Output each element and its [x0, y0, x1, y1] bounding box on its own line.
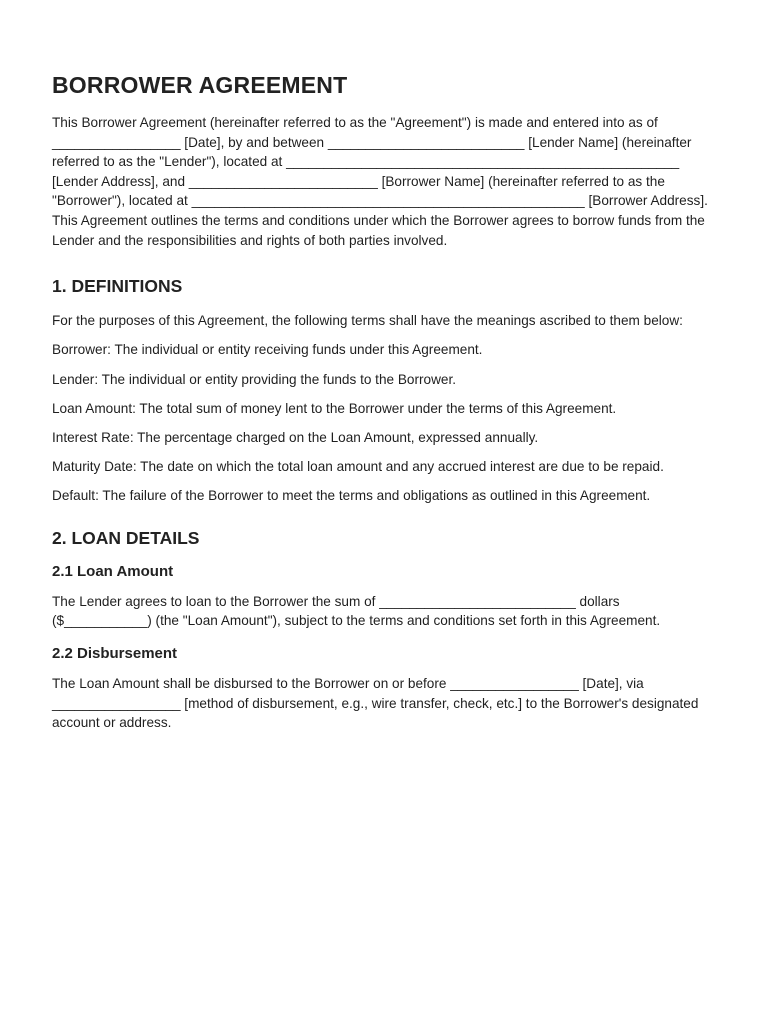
disbursement-paragraph: The Loan Amount shall be disbursed to the Borrower on or before _________________ [Date], via _________________ [method of disbursement, e.g., wire transfer, check, etc.] to the Borrower's designated account or address.	[52, 676, 699, 731]
definition-maturity-date: Maturity Date: The date on which the total loan amount and any accrued interest are due to be repaid.	[52, 459, 664, 475]
loan-amount-paragraph: The Lender agrees to loan to the Borrower the sum of __________________________ dollars ($___________) (the "Loan Amount"), subject to the terms and conditions set forth in this Agreement.	[52, 593, 661, 629]
definition-lender: Lender: The individual or entity providing the funds to the Borrower.	[52, 371, 457, 387]
section-heading-definitions: 1. DEFINITIONS	[52, 276, 183, 297]
section-loan-details	[52, 528, 712, 733]
definitions-preamble: For the purposes of this Agreement, the following terms shall have the meanings ascribed to them below:	[52, 313, 683, 329]
section-heading-loan-details: 2. LOAN DETAILS	[52, 527, 200, 548]
subsection-heading-loan-amount: 2.1 Loan Amount	[52, 562, 174, 580]
subsection-heading-disbursement: 2.2 Disbursement	[52, 645, 178, 663]
intro-paragraph: This Borrower Agreement (hereinafter referred to as the "Agreement") is made and entered into as of _________________ [Date], by and between __________________________ [Lender Name] (hereinafter referred to as the "Lender"), located at ____________________________________________________ [Lender Address], and _________________________ [Borrower Name] (hereinafter referred to as the "Borrower"), located at ____________________________________________________ [Borrower Address]. This Agreement outlines the terms and conditions under which the Borrower agrees to borrow funds from the Lender and the responsibilities and rights of both parties involved.	[52, 115, 708, 248]
section-definitions	[52, 276, 712, 506]
definition-loan-amount: Loan Amount: The total sum of money lent to the Borrower under the terms of this Agreement.	[52, 400, 617, 416]
definition-interest-rate: Interest Rate: The percentage charged on the Loan Amount, expressed annually.	[52, 429, 539, 445]
subsection-disbursement	[52, 645, 712, 733]
document-title: BORROWER AGREEMENT	[52, 72, 348, 98]
definition-borrower: Borrower: The individual or entity receiving funds under this Agreement.	[52, 342, 483, 358]
subsection-loan-amount	[52, 563, 712, 631]
definition-default: Default: The failure of the Borrower to meet the terms and obligations as outlined in this Agreement.	[52, 488, 651, 504]
